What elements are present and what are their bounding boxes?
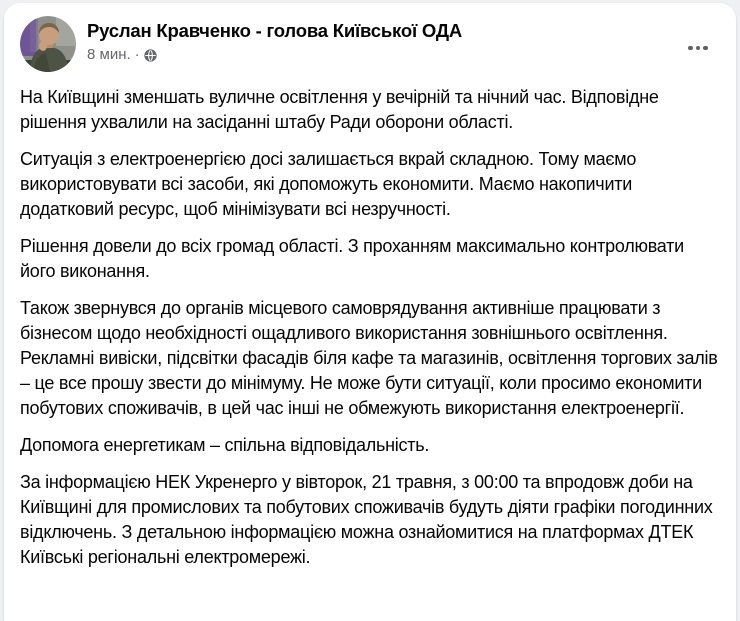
header-meta	[87, 16, 462, 64]
globe-icon	[144, 49, 157, 62]
post-header	[20, 16, 720, 72]
post-paragraph: Рішення довели до всіх громад області. З проханням максимально контролювати його виконання.	[20, 236, 684, 281]
post-menu-button[interactable]	[680, 30, 716, 66]
post-paragraph: На Київщині зменшать вуличне освітлення у вечірній та нічний час. Відповідне рішення ухвалили на засіданні штабу Ради оборони області.	[20, 87, 659, 132]
dot-separator: ·	[134, 46, 140, 63]
post-text	[20, 85, 720, 570]
post-paragraph: Допомога енергетикам – спільна відповідальність.	[20, 435, 430, 455]
ellipsis-icon	[688, 46, 708, 51]
post-paragraph: Ситуація з електроенергією досі залишається вкрай складною. Тому маємо використовувати всі засоби, які допоможуть економити. Маємо накопичити додатковий ресурс, щоб мінімізувати всі незручності.	[20, 149, 637, 219]
facebook-post-card	[4, 3, 736, 621]
post-subline	[87, 45, 462, 64]
post-timestamp[interactable]: 8 мин.	[87, 46, 131, 63]
author-name[interactable]: Руслан Кравченко - голова Київської ОДА	[87, 20, 462, 41]
post-paragraph: За інформацією НЕК Укренерго у вівторок, 21 травня, з 00:00 та впродовж доби на Київщині для промислових та побутових споживачів будуть діяти графіки погодинних відключень. З детальною інформацією можна ознайомитися на платформах ДТЕК Київські регіональні електромережі.	[20, 472, 713, 567]
post-paragraph: Також звернувся до органів місцевого самоврядування активніше працювати з бізнесом щодо необхідності ощадливого використання зовнішнього освітлення. Рекламні вивіски, підсвітки фасадів біля кафе та магазинів, освітлення торгових залів – це все прошу звести до мінімуму. Не може бути ситуації, коли просимо економити побутових споживачів, в цей час інші не обмежують використання електроенергії.	[20, 298, 718, 418]
avatar-image	[20, 16, 76, 72]
avatar[interactable]	[20, 16, 76, 72]
